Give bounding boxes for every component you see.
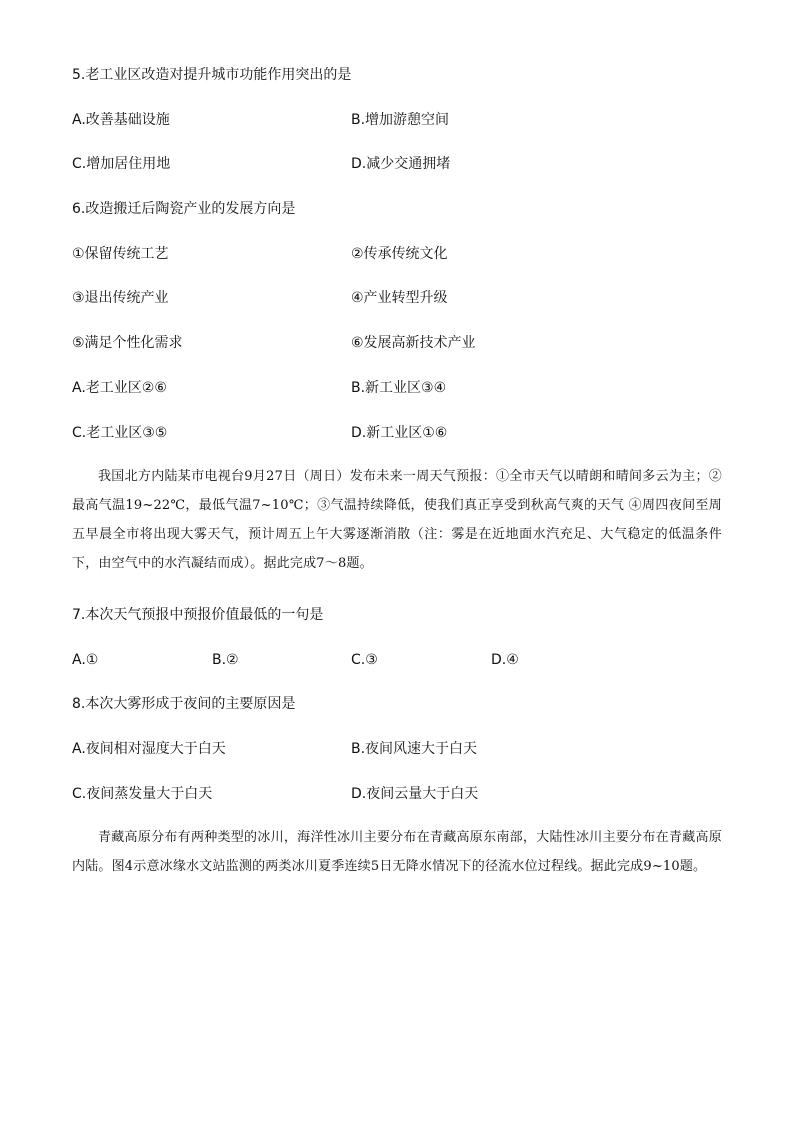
passage-glacier: 青藏高原分布有两种类型的冰川，海洋性冰川主要分布在青藏高原东南部，大陆性冰川主要分布在青藏高原内陆。图4示意冰缘水文站监测的两类冰川夏季连续5日无降水情况下的径流水位过程线。据此完成9~10题。 — [72, 830, 722, 874]
question-6-item-6: ⑥发展高新技术产业 — [351, 335, 476, 351]
question-7-option-b: B.② — [212, 652, 239, 668]
question-7-option-c: C.③ — [351, 652, 378, 668]
question-5-stem: 5.老工业区改造对提升城市功能作用突出的是 — [72, 67, 352, 83]
question-7-stem: 7.本次天气预报中预报价值最低的一句是 — [72, 607, 324, 623]
question-6-item-1: ①保留传统工艺 — [72, 246, 169, 262]
question-5-option-b: B.增加游憩空间 — [351, 112, 450, 128]
question-6-item-2: ②传承传统文化 — [351, 246, 448, 262]
question-5-option-c: C.增加居住用地 — [72, 156, 171, 172]
question-6-option-d: D.新工业区①⑥ — [351, 425, 448, 441]
question-6-option-c: C.老工业区③⑤ — [72, 425, 168, 441]
question-6-stem: 6.改造搬迁后陶瓷产业的发展方向是 — [72, 201, 296, 217]
question-8-option-a: A.夜间相对湿度大于白天 — [72, 741, 226, 757]
question-6-option-b: B.新工业区③④ — [351, 380, 447, 396]
question-7-option-a: A.① — [72, 652, 99, 668]
question-8-option-d: D.夜间云量大于白天 — [351, 786, 479, 802]
question-5-option-d: D.减少交通拥堵 — [351, 156, 451, 172]
passage-weather-forecast: 我国北方内陆某市电视台9月27日（周日）发布未来一周天气预报：①全市天气以晴朗和晴间多云为主；②最高气温19~22℃，最低气温7~10℃；③气温持续降低，使我们真正享受到秋高气爽的天气 ④周四夜间至周五早晨全市将出现大雾天气，预计周五上午大雾逐渐消散（注：雾是在近地面水汽充足、大气稳定的低温条件下，由空气中的水汽凝结而成）。据此完成7～8题。 — [72, 469, 722, 571]
question-8-option-b: B.夜间风速大于白天 — [351, 741, 478, 757]
question-6-item-5: ⑤满足个性化需求 — [72, 335, 183, 351]
question-6-item-4: ④产业转型升级 — [351, 290, 448, 306]
question-6-item-3: ③退出传统产业 — [72, 290, 169, 306]
question-7-option-d: D.④ — [491, 652, 519, 668]
question-6-option-a: A.老工业区②⑥ — [72, 380, 167, 396]
question-8-option-c: C.夜间蒸发量大于白天 — [72, 786, 213, 802]
question-5-option-a: A.改善基础设施 — [72, 112, 170, 128]
question-8-stem: 8.本次大雾形成于夜间的主要原因是 — [72, 696, 296, 712]
